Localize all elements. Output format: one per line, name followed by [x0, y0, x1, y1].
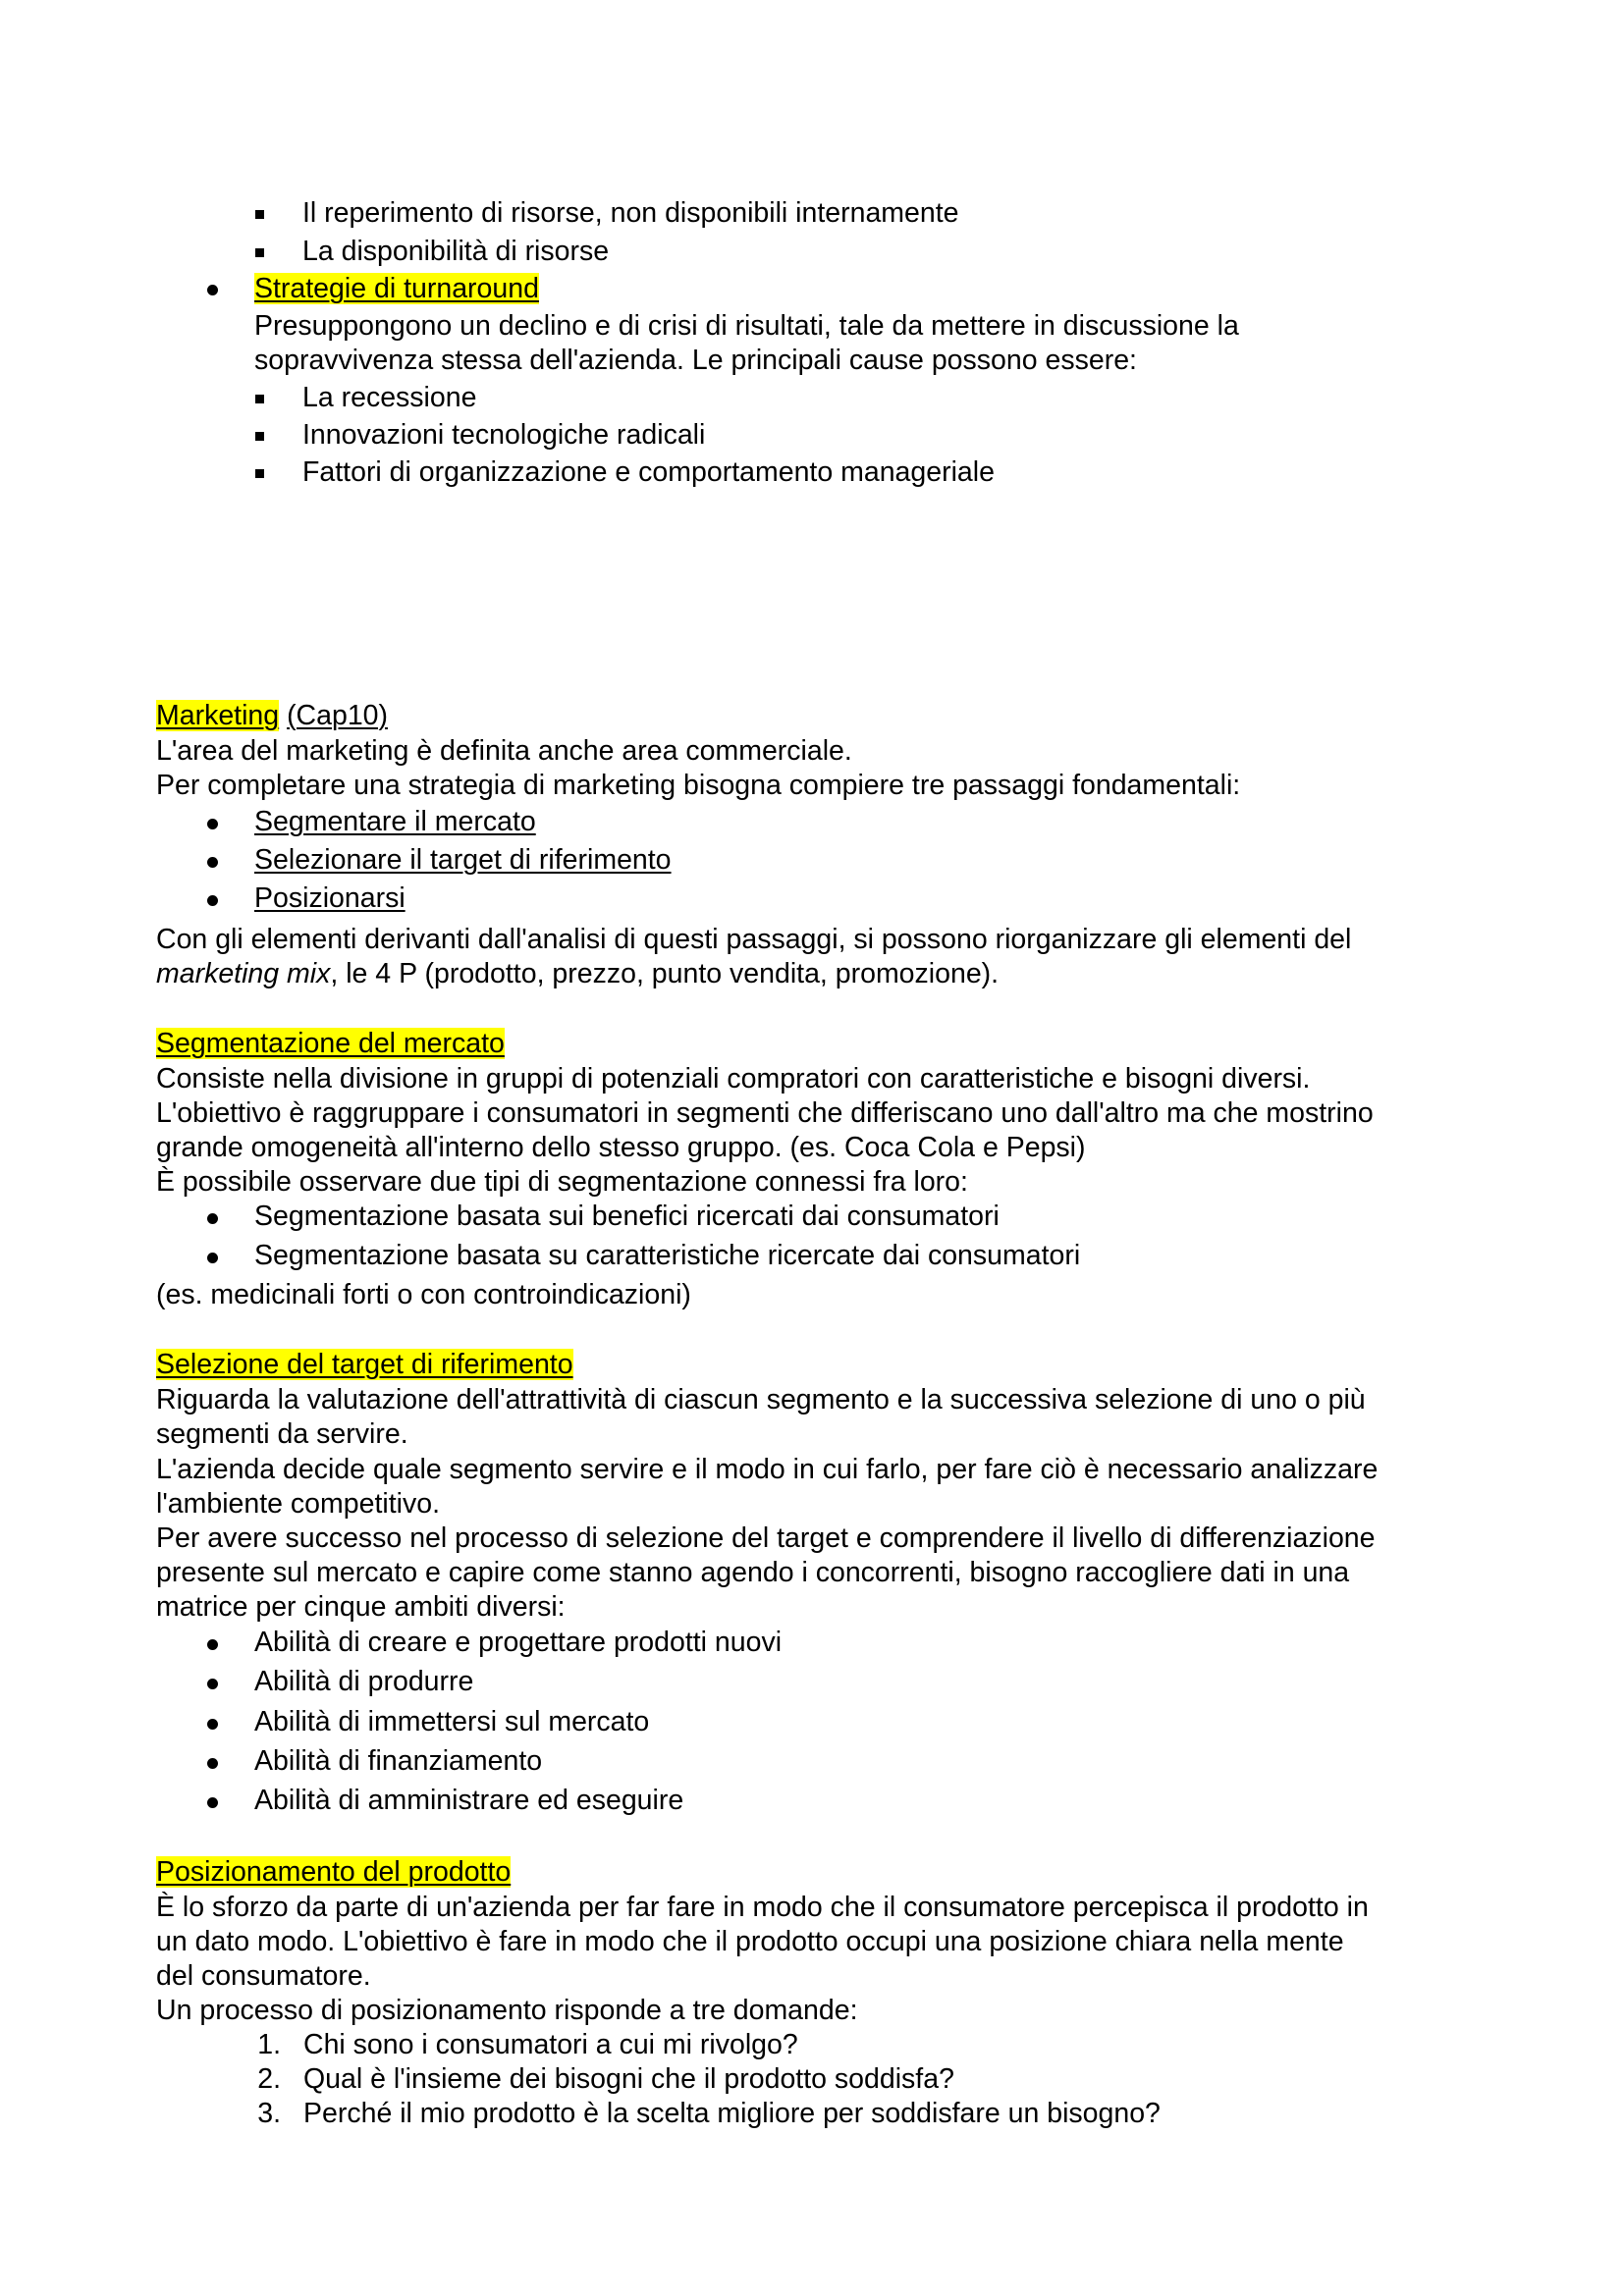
- selezione-heading: Selezione del target di riferimento: [156, 1349, 573, 1380]
- paragraph-line: L'area del marketing è definita anche area commerciale.: [156, 735, 852, 767]
- turnaround-heading: Strategie di turnaround: [254, 273, 539, 304]
- list-item: Abilità di creare e progettare prodotti nuovi: [254, 1627, 783, 1658]
- list-item: La recessione: [302, 382, 477, 413]
- paragraph-line: È lo sforzo da parte di un'azienda per far fare in modo che il consumatore percepisca il prodotto in: [156, 1892, 1369, 1923]
- round-bullet-icon: [207, 1253, 218, 1263]
- paragraph-line: È possibile osservare due tipi di segmentazione connessi fra loro:: [156, 1166, 968, 1198]
- round-bullet-icon: [207, 285, 218, 295]
- list-item: Segmentare il mercato: [254, 806, 536, 837]
- list-item: Innovazioni tecnologiche radicali: [302, 419, 706, 451]
- round-bullet-icon: [207, 895, 218, 906]
- paragraph-line: L'obiettivo è raggruppare i consumatori in segmenti che differiscano uno dall'altro ma che mostrino: [156, 1097, 1374, 1129]
- paragraph-line: Per completare una strategia di marketing bisogna compiere tre passaggi fondamentali:: [156, 770, 1241, 801]
- list-item: Fattori di organizzazione e comportamento manageriale: [302, 456, 995, 488]
- list-number: 2.: [257, 2063, 281, 2095]
- paragraph-line: del consumatore.: [156, 1960, 371, 1992]
- paragraph-line: sopravvivenza stessa dell'azienda. Le principali cause possono essere:: [254, 345, 1137, 376]
- round-bullet-icon: [207, 819, 218, 829]
- segmentazione-heading: Segmentazione del mercato: [156, 1028, 505, 1059]
- paragraph-line: presente sul mercato e capire come stanno agendo i concorrenti, bisogno raccogliere dati in una: [156, 1557, 1350, 1588]
- list-item: Posizionarsi: [254, 882, 406, 914]
- list-item: Qual è l'insieme dei bisogni che il prodotto soddisfa?: [303, 2063, 954, 2095]
- list-item: Abilità di finanziamento: [254, 1745, 543, 1777]
- paragraph-line: grande omogeneità all'interno dello stesso gruppo. (es. Coca Cola e Pepsi): [156, 1132, 1086, 1163]
- list-number: 3.: [257, 2098, 281, 2129]
- round-bullet-icon: [207, 1639, 218, 1650]
- list-item: Il reperimento di risorse, non disponibili internamente: [302, 197, 959, 229]
- round-bullet-icon: [207, 1679, 218, 1689]
- paragraph-line: L'azienda decide quale segmento servire e il modo in cui farlo, per fare ciò è necessario analizzare: [156, 1454, 1379, 1485]
- list-item: Segmentazione basata su caratteristiche ricercate dai consumatori: [254, 1240, 1081, 1271]
- paragraph-line: marketing mix, le 4 P (prodotto, prezzo, punto vendita, promozione).: [156, 958, 1000, 989]
- paragraph-line: Consiste nella divisione in gruppi di potenziali compratori con caratteristiche e bisogni diversi.: [156, 1063, 1311, 1095]
- paragraph-line: segmenti da servire.: [156, 1418, 408, 1450]
- paragraph-line: Riguarda la valutazione dell'attrattività di ciascun segmento e la successiva selezione di uno o più: [156, 1384, 1366, 1415]
- round-bullet-icon: [207, 1797, 218, 1808]
- list-number: 1.: [257, 2029, 281, 2060]
- square-bullet-icon: [255, 395, 264, 403]
- paragraph-line: un dato modo. L'obiettivo è fare in modo che il prodotto occupi una posizione chiara nella mente: [156, 1926, 1344, 1957]
- round-bullet-icon: [207, 1758, 218, 1769]
- list-item: Chi sono i consumatori a cui mi rivolgo?: [303, 2029, 798, 2060]
- paragraph-line: Presuppongono un declino e di crisi di risultati, tale da mettere in discussione la: [254, 310, 1239, 342]
- paragraph-line: l'ambiente competitivo.: [156, 1488, 440, 1520]
- list-item: Selezionare il target di riferimento: [254, 844, 672, 876]
- posizionamento-heading: Posizionamento del prodotto: [156, 1856, 512, 1888]
- list-item: Segmentazione basata sui benefici ricercati dai consumatori: [254, 1201, 1000, 1232]
- paragraph-line: Con gli elementi derivanti dall'analisi di questi passaggi, si possono riorganizzare gli elementi del: [156, 924, 1352, 955]
- list-item: Abilità di amministrare ed eseguire: [254, 1785, 684, 1816]
- marketing-heading: Marketing (Cap10): [156, 700, 389, 731]
- list-item: Abilità di immettersi sul mercato: [254, 1706, 650, 1737]
- list-item: La disponibilità di risorse: [302, 236, 610, 267]
- paragraph-line: Un processo di posizionamento risponde a tre domande:: [156, 1995, 858, 2026]
- square-bullet-icon: [255, 469, 264, 478]
- paragraph-line: (es. medicinali forti o con controindicazioni): [156, 1279, 691, 1310]
- square-bullet-icon: [255, 432, 264, 441]
- round-bullet-icon: [207, 1213, 218, 1224]
- list-item: Perché il mio prodotto è la scelta migliore per soddisfare un bisogno?: [303, 2098, 1161, 2129]
- paragraph-line: matrice per cinque ambiti diversi:: [156, 1591, 566, 1623]
- round-bullet-icon: [207, 1719, 218, 1730]
- square-bullet-icon: [255, 210, 264, 219]
- round-bullet-icon: [207, 857, 218, 868]
- square-bullet-icon: [255, 248, 264, 257]
- paragraph-line: Per avere successo nel processo di selezione del target e comprendere il livello di differenziazione: [156, 1522, 1376, 1554]
- list-item: Abilità di produrre: [254, 1666, 474, 1697]
